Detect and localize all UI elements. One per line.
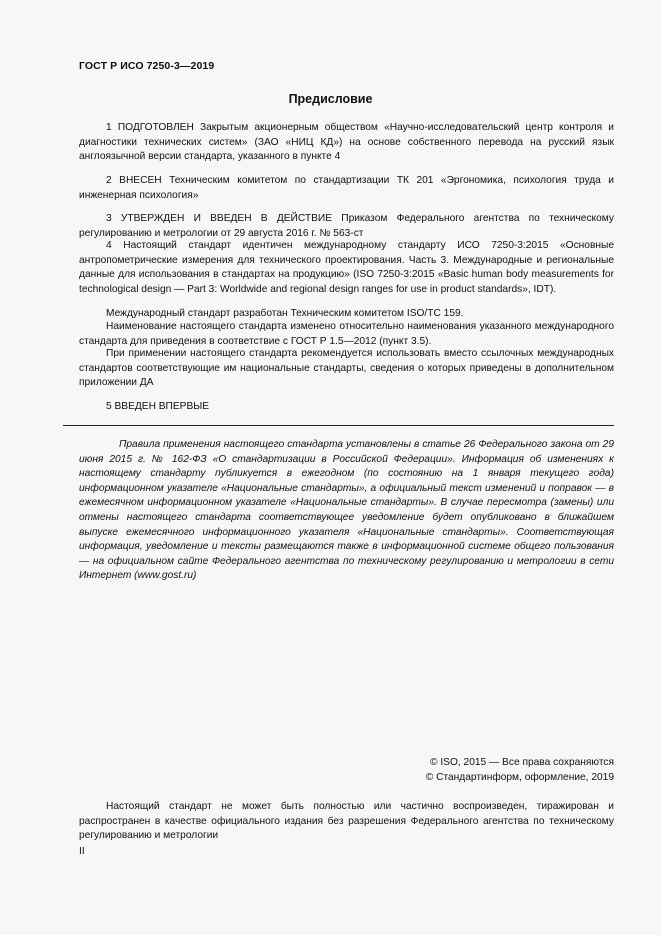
- paragraph-approved: 3 УТВЕРЖДЕН И ВВЕДЕН В ДЕЙСТВИЕ Приказом Федерального агентства по техническому регулированию и метрологии от 29 августа 2016 г. № 563-ст: [79, 213, 614, 239]
- copyright-standartinform: © Стандартинформ, оформление, 2019: [425, 771, 614, 783]
- paragraph-introduced-by: 2 ВНЕСЕН Техническим комитетом по стандартизации ТК 201 «Эргономика, психология труда и инженерная психология»: [79, 175, 614, 201]
- page-title: Предисловие: [288, 92, 373, 106]
- paragraph-references: При применении настоящего стандарта рекомендуется использовать вместо ссылочных международных стандартов соответствующие им национальные стандарты, сведения о которых приведены в дополнительном приложении ДА: [79, 348, 614, 389]
- paragraph-prepared-by: 1 ПОДГОТОВЛЕН Закрытым акционерным обществом «Научно-исследовательский центр контроля и диагностики технических систем» (ЗАО «НИЦ КД») на основе собственного перевода на русский язык англоязычной версии стандарта, указанного в пункте 4: [79, 122, 614, 163]
- page-number: II: [79, 846, 85, 857]
- paragraph-identity: 4 Настоящий стандарт идентичен международному стандарту ИСО 7250-3:2015 «Основные антропометрические измерения для технического проектирования. Часть 3. Международные и региональные данные для использования в стандартах на продукцию» (ISO 7250-3:2015 «Basic human body measurements for technological design — Part 3: Worldwide and regional design ranges for use in product standards», IDT).: [79, 240, 614, 295]
- notice-divider: [63, 425, 614, 426]
- copyright-iso: © ISO, 2015 — Все права сохраняются: [430, 757, 614, 768]
- paragraph-first-introduced: 5 ВВЕДЕН ВПЕРВЫЕ: [106, 401, 210, 412]
- paragraph-developer: Международный стандарт разработан Техническим комитетом ISO/TC 159.: [106, 308, 464, 319]
- notice-block: Правила применения настоящего стандарта установлены в статье 26 Федерального закона от 29 июня 2015 г. № 162-ФЗ «О стандартизации в Российской Федерации». Информация об изменениях к настоящему стандарту публикуется в ежегодном (по состоянию на 1 января текущего года) информационном указателе «Национальные стандарты», а официальный текст изменений и поправок — в ежемесячном информационном указателе «Национальные стандарты». В случае пересмотра (замены) или отмены настоящего стандарта соответствующее уведомление будет опубликовано в ближайшем выпуске ежемесячного информационного указателя «Национальные стандарты». Соответствующая информация, уведомление и тексты размещаются также в информационной системе общего пользования — на официальном сайте Федерального агентства по техническому регулированию и метрологии в сети Интернет (www.gost.ru): [79, 439, 614, 582]
- standard-code: ГОСТ Р ИСО 7250-3—2019: [79, 60, 215, 72]
- copyright-block: [426, 756, 614, 786]
- reproduction-note: Настоящий стандарт не может быть полностью или частично воспроизведен, тиражирован и распространен в качестве официального издания без разрешения Федерального агентства по техническому регулированию и метрологии: [79, 801, 614, 842]
- paragraph-name-change: Наименование настоящего стандарта изменено относительно наименования указанного международного стандарта для приведения в соответствие с ГОСТ Р 1.5—2012 (пункт 3.5).: [79, 321, 614, 347]
